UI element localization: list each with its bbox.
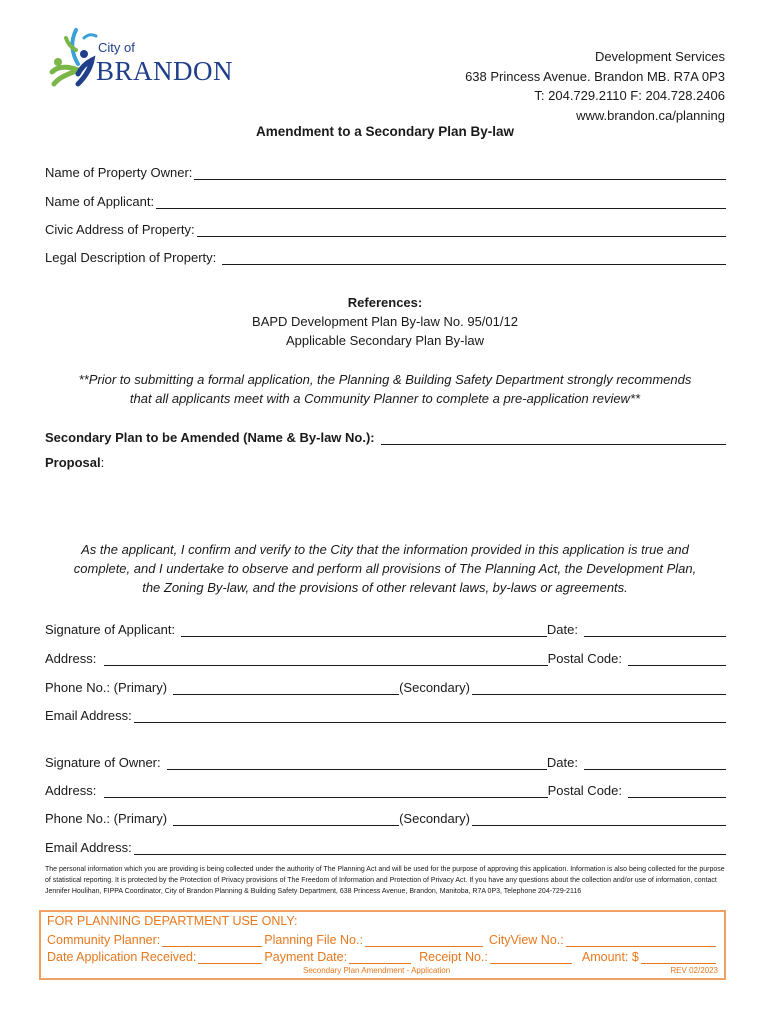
references-block <box>0 293 770 350</box>
proposal-label <box>45 455 104 470</box>
community-planner-field[interactable] <box>162 934 262 947</box>
proposal-label-text: Proposal <box>45 455 101 470</box>
owner-address-field[interactable] <box>104 783 547 798</box>
owner-address-row <box>45 780 726 798</box>
applicant-label: Name of Applicant: <box>45 194 155 209</box>
privacy-notice <box>45 864 727 897</box>
privacy-line-3: Jennifer Houlihan, FIPPA Coordinator, City of Brandon Planning & Building Safety Department, 638 Princess Avenue, Brandon, Manitoba, R7A 0P3, Telephone 204-729-2116 <box>45 888 582 895</box>
references-line-2: Applicable Secondary Plan By-law <box>286 333 484 348</box>
owner-phone-primary-label: Phone No.: (Primary) <box>45 811 168 826</box>
owner-phone-row <box>45 808 726 826</box>
declaration-line-2: complete, and I undertake to observe and perform all provisions of The Planning Act, the Development Plan, <box>73 561 697 576</box>
owner-email-label: Email Address: <box>45 840 132 855</box>
applicant-address-row <box>45 648 726 666</box>
brandon-logo <box>48 24 263 90</box>
references-heading: References: <box>347 295 423 310</box>
property-owner-field[interactable] <box>194 165 726 180</box>
office-use-box <box>39 910 726 980</box>
applicant-phone-primary-label: Phone No.: (Primary) <box>45 680 168 695</box>
owner-signature-row <box>45 752 726 770</box>
property-owner-label: Name of Property Owner: <box>45 165 193 180</box>
office-use-title: FOR PLANNING DEPARTMENT USE ONLY: <box>47 914 298 928</box>
owner-postal-label: Postal Code: <box>547 783 622 798</box>
applicant-phone-primary-field[interactable] <box>173 680 399 695</box>
applicant-row <box>45 191 726 209</box>
applicant-postal-field[interactable] <box>628 651 726 666</box>
applicant-address-label: Address: <box>45 651 97 666</box>
amount-field[interactable] <box>641 951 716 964</box>
applicant-signature-label: Signature of Applicant: <box>45 622 176 637</box>
references-line-1: BAPD Development Plan By-law No. 95/01/12 <box>252 314 518 329</box>
applicant-phone-secondary-field[interactable] <box>472 680 726 695</box>
planning-file-label: Planning File No.: <box>264 933 363 947</box>
date-received-field[interactable] <box>198 951 262 964</box>
date-received-label: Date Application Received: <box>47 950 197 964</box>
applicant-email-row <box>45 705 726 723</box>
property-owner-row <box>45 162 726 180</box>
owner-address-label: Address: <box>45 783 97 798</box>
declaration-line-3: the Zoning By-law, and the provisions of other relevant laws, by-laws or agreements. <box>142 580 628 595</box>
office-row-2 <box>47 948 718 964</box>
owner-date-field[interactable] <box>584 755 726 770</box>
amount-label: Amount: $ <box>581 950 639 964</box>
applicant-field[interactable] <box>156 194 726 209</box>
secondary-plan-field[interactable] <box>381 430 726 445</box>
applicant-signature-row <box>45 619 726 637</box>
applicant-signature-field[interactable] <box>181 622 547 637</box>
owner-phone-secondary-label: (Secondary) <box>399 811 470 826</box>
owner-phone-secondary-field[interactable] <box>472 811 726 826</box>
office-footer-title: Secondary Plan Amendment - Application <box>303 966 451 975</box>
applicant-phone-secondary-label: (Secondary) <box>399 680 470 695</box>
owner-phone-primary-field[interactable] <box>173 811 399 826</box>
declaration-block <box>40 540 730 597</box>
payment-date-label: Payment Date: <box>264 950 348 964</box>
receipt-no-field[interactable] <box>490 951 572 964</box>
secondary-plan-label: Secondary Plan to be Amended (Name & By-law No.): <box>45 430 375 445</box>
contact-block <box>465 47 725 125</box>
proposal-colon: : <box>100 455 105 470</box>
form-title: Amendment to a Secondary Plan By-law <box>255 124 515 139</box>
department-name: Development Services <box>594 49 725 64</box>
applicant-email-field[interactable] <box>134 708 726 723</box>
owner-signature-field[interactable] <box>167 755 547 770</box>
applicant-phone-row <box>45 677 726 695</box>
department-address: 638 Princess Avenue. Brandon MB. R7A 0P3 <box>465 68 725 84</box>
owner-postal-field[interactable] <box>628 783 726 798</box>
proposal-field[interactable] <box>45 475 726 530</box>
owner-email-field[interactable] <box>134 840 726 855</box>
payment-date-field[interactable] <box>349 951 411 964</box>
logo-city-text: City of <box>98 40 135 55</box>
applicant-address-field[interactable] <box>104 651 547 666</box>
applicant-postal-label: Postal Code: <box>547 651 622 666</box>
owner-signature-label: Signature of Owner: <box>45 755 161 770</box>
receipt-no-label: Receipt No.: <box>419 950 488 964</box>
note-line-1: **Prior to submitting a formal application, the Planning & Building Safety Department strongly recommends <box>78 372 692 387</box>
community-planner-label: Community Planner: <box>47 933 161 947</box>
legal-description-row <box>45 247 726 265</box>
planning-file-field[interactable] <box>365 934 483 947</box>
secondary-plan-row <box>45 427 726 445</box>
department-website[interactable]: www.brandon.ca/planning <box>576 107 725 123</box>
logo-brandon-text: BRANDON <box>96 56 234 86</box>
legal-description-field[interactable] <box>222 250 726 265</box>
civic-address-label: Civic Address of Property: <box>45 222 195 237</box>
department-phone-fax: T: 204.729.2110 F: 204.728.2406 <box>534 88 725 103</box>
applicant-email-label: Email Address: <box>45 708 132 723</box>
office-footer-rev: REV 02/2023 <box>670 966 718 975</box>
cityview-field[interactable] <box>566 934 716 947</box>
pre-application-note <box>40 370 730 408</box>
privacy-line-2: of statistical reporting. It is protected by the Protection of Privacy provisions of The Freedom of Information and Protection of Privacy Act. If you have any questions about the collection and/or use of information, contact <box>45 877 717 884</box>
civic-address-row <box>45 219 726 237</box>
cityview-label: CityView No.: <box>488 933 564 947</box>
privacy-line-1: The personal information which you are providing is being collected under the authority of The Planning Act and will be used for the purpose of approving this application. Information is also being collected for the purpose <box>45 866 725 873</box>
civic-address-field[interactable] <box>197 222 726 237</box>
applicant-date-label: Date: <box>546 622 578 637</box>
owner-email-row <box>45 837 726 855</box>
note-line-2: that all applicants meet with a Community Planner to complete a pre-application review** <box>129 391 641 406</box>
declaration-line-1: As the applicant, I confirm and verify to the City that the information provided in this application is true and <box>81 542 689 557</box>
office-row-1 <box>47 931 718 947</box>
applicant-date-field[interactable] <box>584 622 726 637</box>
legal-description-label: Legal Description of Property: <box>45 250 217 265</box>
owner-date-label: Date: <box>546 755 578 770</box>
